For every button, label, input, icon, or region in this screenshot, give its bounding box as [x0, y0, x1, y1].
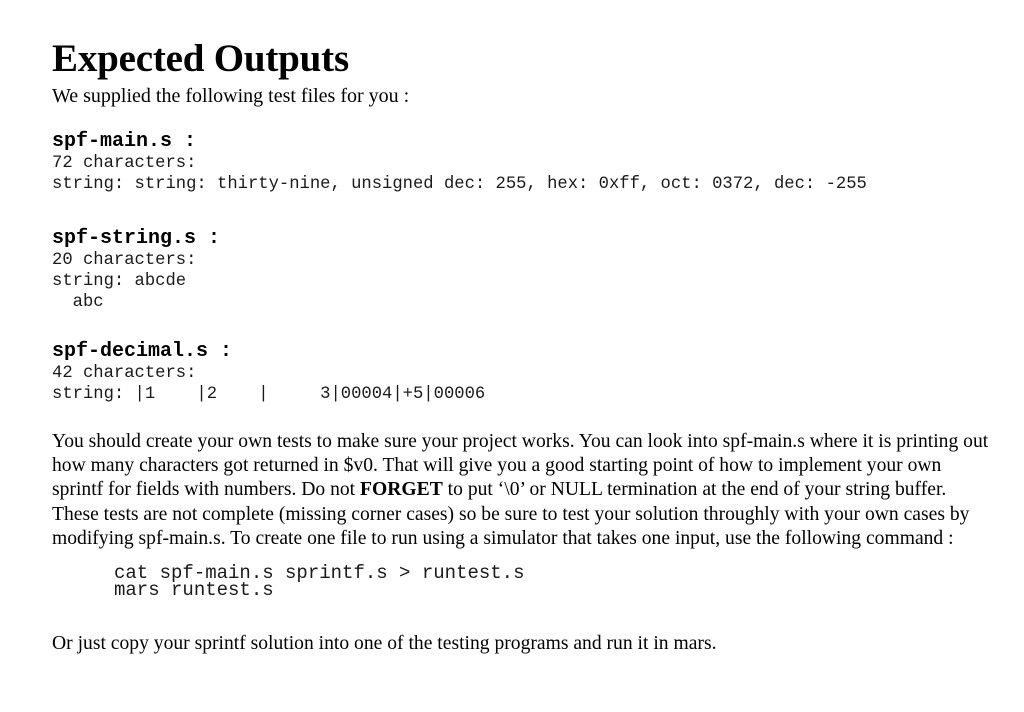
command-line: mars runtest.s	[114, 579, 274, 602]
paragraph-text-end: to put ‘\0’ or NULL termination at the end of your string buffer. These tests are not complete (missing corner cases) so be sure to test your solution throughly with your own cases by modifying spf-main.s. To create one file to run using a simulator that takes one input, use the following command :	[52, 479, 970, 549]
page-title: Expected Outputs	[52, 37, 349, 80]
command-block	[114, 562, 992, 602]
intro-text: We supplied the following test files for you :	[52, 85, 410, 107]
document-page	[52, 36, 992, 656]
paragraph-bold-word: FORGET	[360, 479, 443, 501]
instructions-paragraph	[52, 430, 992, 551]
test-file-name: spf-main.s :	[52, 130, 197, 153]
command-line: cat spf-main.s sprintf.s > runtest.s	[114, 562, 525, 585]
test-file-name: spf-string.s :	[52, 227, 221, 250]
test-output-line: 72 characters:	[52, 154, 197, 173]
test-output-line: 42 characters:	[52, 364, 197, 383]
test-output-line: string: abcde	[52, 272, 187, 291]
test-block-spf-main	[52, 131, 992, 195]
test-block-spf-decimal	[52, 341, 992, 405]
test-output-line: 20 characters:	[52, 251, 197, 270]
paragraph-text-start: You should create your own tests to make sure your project works. You can look into spf-main.s where it is printing out how many characters got returned in $v0. That will give you a good starting point of how to implement your own sprintf for fields with numbers. Do not	[52, 431, 989, 501]
test-file-name: spf-decimal.s :	[52, 340, 233, 363]
test-output-line: string: string: thirty-nine, unsigned dec: 255, hex: 0xff, oct: 0372, dec: -255	[52, 175, 867, 194]
outro-text: Or just copy your sprintf solution into one of the testing programs and run it in mars.	[52, 633, 717, 655]
test-output-line: string: |1 |2 | 3|00004|+5|00006	[52, 385, 486, 404]
test-block-spf-string	[52, 228, 992, 313]
test-output-line: abc	[52, 293, 104, 312]
